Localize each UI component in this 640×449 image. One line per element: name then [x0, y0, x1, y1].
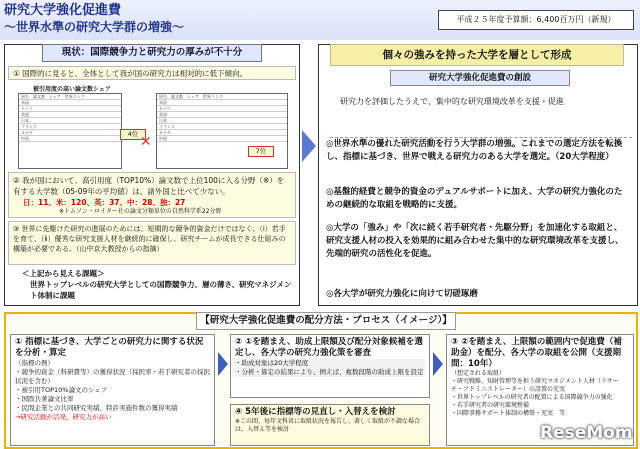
table-row: フランス [19, 124, 121, 130]
point2-source: ※トムソン・ロイター社の論文分類単位の自然科学系22分野 [59, 208, 222, 215]
table-row: 国名 論文数 シェア 世界ランク [19, 94, 121, 100]
list-item: →研究活動が活発、研究力が高い [15, 413, 112, 421]
list-item: ・世界トップレベルの研究者の配置による国際競争力の強化 [451, 394, 613, 401]
table-row: 英国 [157, 112, 287, 118]
step-2-title: ② ①を踏まえ、助成上限額及び配分対象候補を選定し、各大学の研究力強化策を審査 [235, 337, 423, 358]
solution-subheading: 研究大学強化促進費の創設 [390, 70, 570, 86]
resemom-logo: ReseMom [540, 423, 633, 443]
solution-heading: 個々の強みを持った大学を層として形成 [330, 44, 624, 66]
rank-before-badge: 4位 [120, 129, 146, 140]
solution-lead: 研究力を評価したうえで、集中的な研究環境改革を支援・促進 [340, 97, 564, 106]
table-row: ドイツ [157, 106, 287, 112]
page-title: 研究大学強化促進費 [4, 3, 122, 18]
table-row: 国名 論文数 シェア 世界ランク [157, 94, 287, 100]
table-row: 日本 [157, 118, 287, 124]
table-row: 日本 [19, 118, 121, 124]
table-row: 米国 [157, 100, 287, 106]
cross-icon: ✕ [140, 134, 152, 150]
divider [330, 114, 632, 138]
rank-after-badge: 7位 [248, 146, 274, 157]
process-heading: 【研究大学強化促進費の配分方法・プロセス（イメージ）】 [196, 312, 456, 330]
point2-stats: 日：11、米：120、英：37、中：28、独：27 [23, 198, 186, 207]
list-item: ・助成対象は20大学程度 [235, 359, 425, 368]
list-item: ・国際共著論文比率 [15, 395, 74, 403]
citation-table-left [18, 93, 122, 169]
citation-table-title: 被引用度の高い論文数シェア [33, 86, 111, 93]
step-4-title: ④ 5年後に指標等の見直し・入替えを検討 [235, 407, 396, 417]
step-1-box [10, 334, 215, 446]
step-4-note: ※この間、毎年文科省に取組状況を報告し、著しく取組が不調な場合は、入替え等を検討 [235, 418, 421, 433]
right-arrow-icon [302, 130, 316, 162]
point3-text: ③ 世界に先駆けた研究の進展のためには、短期的な競争的資金だけではなく、（ⅰ）若手を育て、（ⅱ）優秀な研究支援人材を継続的に確保し、研究チームが成長できる仕組みの構築が必要である。（山中京大教授からの指摘） [13, 225, 286, 253]
step-4-box [230, 404, 430, 446]
point2-box [8, 172, 296, 218]
table-row: 米国 [19, 100, 121, 106]
table-row: 中国 [19, 136, 121, 142]
step-3-title: ③ ②を踏まえ、上限額の範囲内で促進費（補助金）を配分、各大学の取組を公開（支援期間：10年） [451, 337, 622, 369]
list-item: ・分析・算定の結果により、例えば、複数段階の助成上限を設定 [235, 368, 424, 376]
step-2-box [230, 334, 430, 398]
table-row: 中国 [157, 136, 287, 142]
list-item: ・被引用TOP10%論文のシェア [15, 386, 108, 394]
table-row: カナダ [157, 130, 287, 136]
arrow-right-icon [218, 352, 228, 376]
issues-text: 世界トップレベルの研究大学としての国際競争力、層の薄さ、研究マネジメント体制に課題 [30, 280, 292, 300]
list-item: ・若手研究者の研究環境整備 [451, 402, 530, 409]
list-item: （指標の例） [15, 359, 54, 367]
current-status-heading: 現状：国際競争力と研究力の厚みが不十分 [42, 44, 262, 62]
citation-table-right [156, 93, 288, 169]
list-item: （想定される取組） [451, 370, 506, 377]
bullet-4: ◎各大学が研究力強化に向けて切磋琢磨 [326, 289, 478, 299]
arrow-right-icon [433, 352, 443, 376]
table-row: ドイツ [19, 106, 121, 112]
list-item: ・国際事務サポート体制の構築・充実 等 [451, 410, 566, 417]
budget-box: 平成２５年度予算額：6,400百万円（新規） [438, 10, 634, 30]
bullet-2: ◎基盤的経費と競争的資金のデュアルサポートに加え、大学の研究力強化のための継続的な取組を戦略的に支援。 [326, 187, 623, 210]
step-1-title: ① 指標に基づき、大学ごとの研究力に関する状況を分析・算定 [15, 337, 204, 358]
point1-box [8, 66, 296, 80]
point1-text: ① 国際的に見ると、全体として我が国の研究力は相対的に低下傾向。 [13, 69, 248, 78]
table-row: 英国 [19, 112, 121, 118]
table-row: カナダ [19, 130, 121, 136]
list-item: ・民間企業との共同研究実績、特許実施件数の獲得実績 [15, 404, 178, 412]
bullet-1: ◎世界水準の優れた研究活動を行う大学群の増強。これまでの選定方法を転換し、指標に基づき、世界で戦える研究力のある大学を選定。（20大学程度） [326, 139, 623, 162]
bullet-3: ◎大学の「強み」や「次に続く若手研究者・先駆分野」を加速化する取組と、研究支援人材の投入を効果的に組み合わせた集中的な研究環境改革を支援し、先端的研究の活性化を促進。 [326, 223, 624, 259]
table-row: フランス [157, 124, 287, 130]
list-item: ・研究戦略、知財管理等を担う研究マネジメント人材（リサーチ・アドミニストレーター）の設置の充実 [451, 378, 619, 393]
issues-block [22, 268, 292, 301]
point2-text: ② 我が国において、高引用度（TOP10%）論文数で上位100に入る分野（※）を有する大学数（05-09年の平均値）は、諸外国と比べて少ない。 [13, 176, 285, 196]
page-subtitle: ～世界水準の研究大学群の増強～ [4, 20, 185, 34]
point3-box [8, 221, 296, 265]
list-item: ・競争的資金（科研費等）の獲得状況（採択率・若手研究者の採択状況を含む） [15, 368, 210, 385]
issues-label: ＜上記から見える課題＞ [22, 269, 105, 278]
